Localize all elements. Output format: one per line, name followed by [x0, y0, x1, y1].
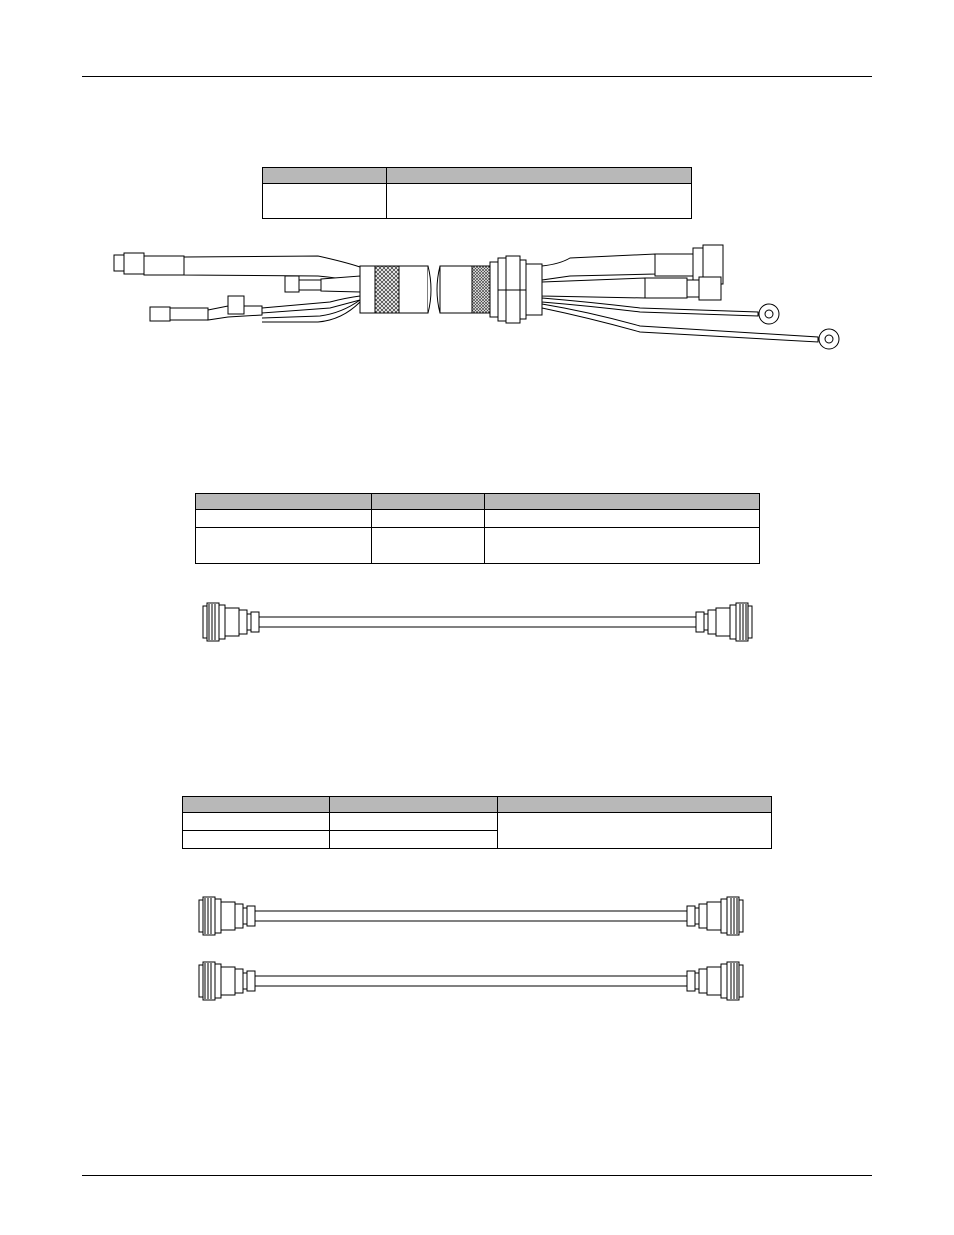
- table-2: [195, 493, 760, 564]
- connector-cable-drawing: [0, 598, 954, 646]
- table-cell: [183, 831, 330, 849]
- table-cell: [330, 831, 498, 849]
- table-header-cell: [498, 797, 772, 813]
- cable-wire: [255, 911, 687, 921]
- table-1: [262, 167, 692, 219]
- connector-cable-drawing: [0, 957, 954, 1005]
- table-header-cell: [196, 494, 372, 510]
- right-connector-icon: [687, 962, 743, 1000]
- table-cell: [196, 528, 372, 564]
- table-cell: [498, 813, 772, 849]
- table-cell: [263, 184, 387, 219]
- footer-rule: [82, 1175, 872, 1176]
- table-row: [196, 528, 760, 564]
- table-cell: [372, 510, 485, 528]
- table-3: [182, 796, 772, 849]
- right-connector-icon: [687, 897, 743, 935]
- table-header-row: [196, 494, 760, 510]
- table-header-cell: [183, 797, 330, 813]
- table-header-row: [263, 168, 692, 184]
- table-cell: [196, 510, 372, 528]
- table-row: [183, 813, 772, 831]
- table-cell: [330, 813, 498, 831]
- table-header-cell: [387, 168, 692, 184]
- table-cell: [485, 528, 760, 564]
- header-rule: [82, 76, 872, 77]
- table-row: [196, 510, 760, 528]
- cable-wire: [255, 976, 687, 986]
- table-cell: [485, 510, 760, 528]
- connector-cable-drawing: [0, 892, 954, 940]
- lead-assembly-drawing: [0, 240, 954, 360]
- cable-wire: [259, 617, 696, 627]
- table-cell: [372, 528, 485, 564]
- table-header-cell: [372, 494, 485, 510]
- table-header-cell: [330, 797, 498, 813]
- table-header-row: [183, 797, 772, 813]
- table-cell: [183, 813, 330, 831]
- table-header-cell: [263, 168, 387, 184]
- table-row: [263, 184, 692, 219]
- left-connector-icon: [199, 962, 255, 1000]
- table-cell: [387, 184, 692, 219]
- right-connector-icon: [696, 603, 752, 641]
- left-connector-icon: [203, 603, 259, 641]
- left-connector-icon: [199, 897, 255, 935]
- table-header-cell: [485, 494, 760, 510]
